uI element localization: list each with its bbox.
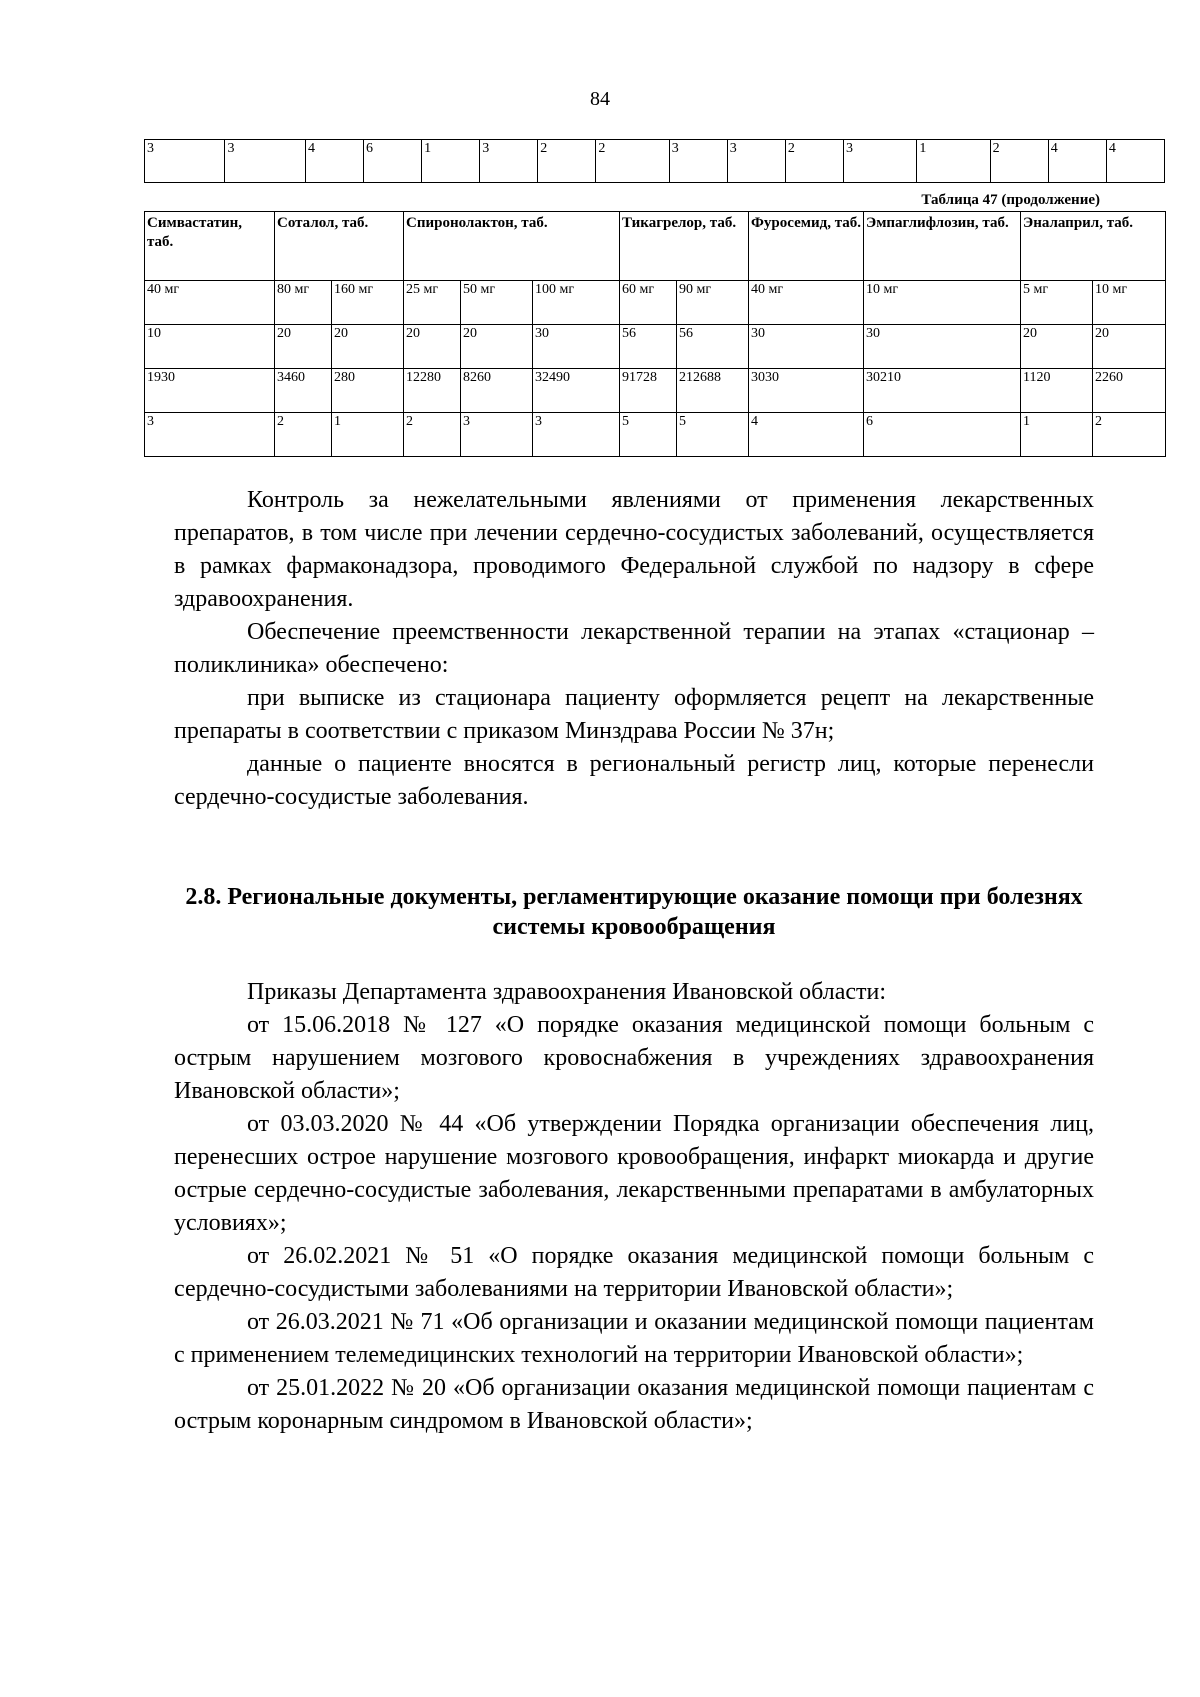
table-cell: 20 — [275, 325, 332, 369]
table-cell: 4 — [749, 413, 864, 457]
table-cell: 2 — [990, 140, 1048, 183]
paragraph: Обеспечение преемственности лекарственной терапии на этапах «стационар – поликлиника» обеспечено: — [174, 619, 1094, 678]
table-cell: 20 — [332, 325, 404, 369]
table-cell: 3 — [533, 413, 620, 457]
orders-list — [174, 976, 1094, 1438]
table-cell: 3 — [145, 140, 225, 183]
table-cell: 1930 — [145, 369, 275, 413]
paragraph: при выписке из стационара пациенту оформляется рецепт на лекарственные препараты в соответствии с приказом Минздрава России № 37н; — [174, 685, 1094, 744]
table-cell: 20 — [404, 325, 461, 369]
table-cell: 5 мг — [1021, 281, 1093, 325]
table-row — [145, 325, 1166, 369]
table-cell: 2260 — [1093, 369, 1166, 413]
table-cell: 4 — [1048, 140, 1106, 183]
list-item: от 26.02.2021 № 51 «О порядке оказания медицинской помощи больным с сердечно-сосудистыми заболеваниями на территории Ивановской области»; — [174, 1243, 1094, 1302]
table-cell: 20 — [461, 325, 533, 369]
table-cell: 3 — [843, 140, 916, 183]
table-header-row — [145, 212, 1166, 281]
table-cell: 40 мг — [749, 281, 864, 325]
medication-table — [144, 211, 1166, 457]
table-cell: 280 — [332, 369, 404, 413]
table-cell: 3030 — [749, 369, 864, 413]
table-cell: 80 мг — [275, 281, 332, 325]
table-cell: 3 — [727, 140, 785, 183]
table-cell: 1 — [332, 413, 404, 457]
column-header: Симвастатин, таб. — [145, 212, 275, 281]
table-cell: 40 мг — [145, 281, 275, 325]
table-cell: 2 — [404, 413, 461, 457]
table-cell: 1 — [422, 140, 480, 183]
list-item: от 15.06.2018 № 127 «О порядке оказания медицинской помощи больным с острым нарушением мозгового кровоснабжения в учреждениях здравоохранения Ивановской области»; — [174, 1012, 1094, 1104]
table-cell: 60 мг — [620, 281, 677, 325]
table-caption: Таблица 47 (продолжение) — [921, 192, 1100, 208]
list-item: от 03.03.2020 № 44 «Об утверждении Порядка организации обеспечения лиц, перенесших острое нарушение мозгового кровообращения, инфаркт миокарда и другие острые сердечно-сосудистые заболевания, лекарственными препаратами в амбулаторных условиях»; — [174, 1111, 1094, 1236]
table-row — [145, 413, 1166, 457]
table-cell: 10 мг — [864, 281, 1021, 325]
table-cell: 3 — [669, 140, 727, 183]
table-cell: 100 мг — [533, 281, 620, 325]
table-cell: 10 мг — [1093, 281, 1166, 325]
table-cell: 3 — [480, 140, 538, 183]
table-cell: 6 — [364, 140, 422, 183]
table-cell: 10 — [145, 325, 275, 369]
table-cell: 2 — [596, 140, 669, 183]
table-cell: 8260 — [461, 369, 533, 413]
table-cell: 3460 — [275, 369, 332, 413]
column-header: Спиронолактон, таб. — [404, 212, 620, 281]
table-cell: 30210 — [864, 369, 1021, 413]
paragraph: данные о пациенте вносятся в региональный регистр лиц, которые перенесли сердечно-сосудистые заболевания. — [174, 751, 1094, 810]
column-header: Эмпаглифлозин, таб. — [864, 212, 1021, 281]
table-cell: 50 мг — [461, 281, 533, 325]
table-cell: 2 — [275, 413, 332, 457]
table-cell: 20 — [1093, 325, 1166, 369]
table-cell: 56 — [677, 325, 749, 369]
table-cell: 90 мг — [677, 281, 749, 325]
table-cell: 91728 — [620, 369, 677, 413]
table-cell: 2 — [785, 140, 843, 183]
column-header: Эналаприл, таб. — [1021, 212, 1166, 281]
table-cell: 1 — [1021, 413, 1093, 457]
column-header: Фуросемид, таб. — [749, 212, 864, 281]
table-cell: 12280 — [404, 369, 461, 413]
column-header: Соталол, таб. — [275, 212, 404, 281]
table-cell: 2 — [1093, 413, 1166, 457]
table-cell: 30 — [749, 325, 864, 369]
table-row — [145, 369, 1166, 413]
continued-table-top-row — [144, 139, 1165, 183]
table-cell: 56 — [620, 325, 677, 369]
table-cell: 25 мг — [404, 281, 461, 325]
table-cell: 3 — [145, 413, 275, 457]
table-row — [145, 281, 1166, 325]
paragraph: Контроль за нежелательными явлениями от применения лекарственных препаратов, в том числе при лечении сердечно-сосудистых заболеваний, осуществляется в рамках фармаконадзора, проводимого Федеральной службой по надзору в сфере здравоохранения. — [174, 487, 1094, 612]
table-cell: 1120 — [1021, 369, 1093, 413]
table-cell: 20 — [1021, 325, 1093, 369]
table-cell: 30 — [533, 325, 620, 369]
table-cell: 212688 — [677, 369, 749, 413]
list-item: от 25.01.2022 № 20 «Об организации оказания медицинской помощи пациентам с острым коронарным синдромом в Ивановской области»; — [174, 1375, 1094, 1434]
body-text — [174, 484, 1094, 814]
table-cell: 4 — [305, 140, 363, 183]
table-cell: 5 — [620, 413, 677, 457]
paragraph: Приказы Департамента здравоохранения Ивановской области: — [247, 979, 886, 1005]
table-row — [145, 140, 1165, 183]
table-cell: 2 — [538, 140, 596, 183]
list-item: от 26.03.2021 № 71 «Об организации и оказании медицинской помощи пациентам с применением телемедицинских технологий на территории Ивановской области»; — [174, 1309, 1094, 1368]
column-header: Тикагрелор, таб. — [620, 212, 749, 281]
table-cell: 5 — [677, 413, 749, 457]
table-cell: 1 — [917, 140, 990, 183]
table-cell: 160 мг — [332, 281, 404, 325]
table-cell: 3 — [461, 413, 533, 457]
table-cell: 6 — [864, 413, 1021, 457]
table-cell: 30 — [864, 325, 1021, 369]
table-cell: 32490 — [533, 369, 620, 413]
page-number: 84 — [590, 88, 610, 110]
table-cell: 4 — [1106, 140, 1164, 183]
section-heading: 2.8. Региональные документы, регламентирующие оказание помощи при болезнях системы кровообращения — [185, 884, 1083, 940]
table-cell: 3 — [225, 140, 305, 183]
